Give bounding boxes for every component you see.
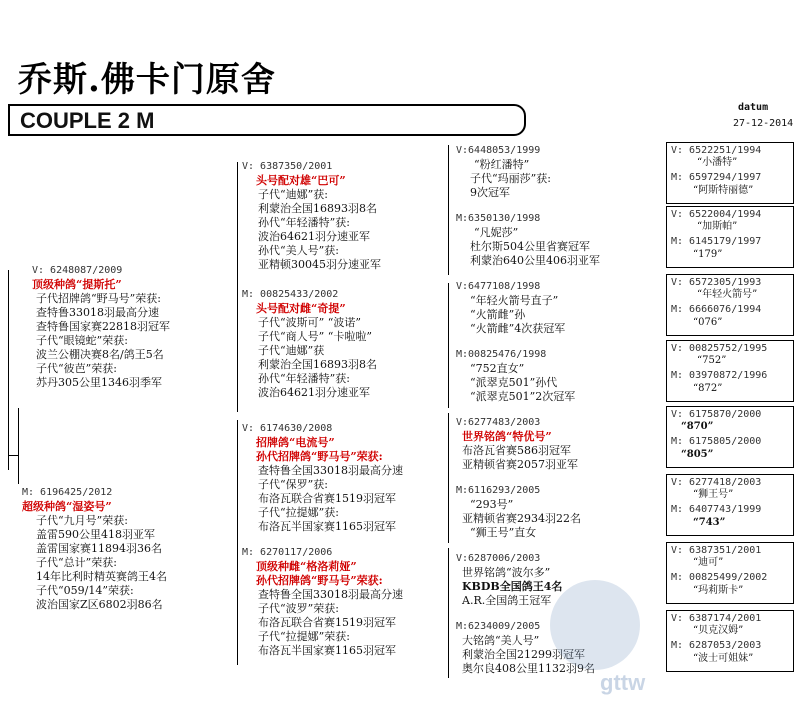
g4-v-name: “迪可” (693, 557, 724, 568)
g4-m-name: “阿斯特丽德” (693, 185, 754, 196)
g1-dam-line: 子代“总计”荣获: (36, 556, 117, 569)
g4-v-head: V: 00825752/1995 (671, 343, 768, 354)
g1-dam-line: 波治国家Z区6802羽86名 (36, 598, 163, 611)
g4-v-head: V: 6522251/1994 (671, 145, 762, 156)
datum-label: datum (738, 102, 769, 113)
connector-main-h (8, 455, 18, 456)
watermark-logo (550, 580, 640, 670)
g3-head: V:6287006/2003 (456, 553, 541, 564)
g2-ss-card (242, 158, 446, 280)
g3-line: 奥尔良408公里1132羽9名 (462, 662, 595, 675)
g3-line: 子代“玛丽莎”获: (470, 172, 551, 185)
g2-sd-line: 波治64621羽分速亚军 (258, 386, 370, 399)
g4-m-head: M: 6407743/1999 (671, 504, 762, 515)
g3-line: 9次冠军 (470, 186, 510, 199)
g4-m-head: M: 6666076/1994 (671, 304, 762, 315)
g2-ss-line: 子代“迪娜”获: (258, 188, 328, 201)
g4-m-head: M: 6597294/1997 (671, 172, 762, 183)
connector-g2-s (237, 162, 238, 412)
g4-m-name: “743” (693, 517, 726, 528)
g4-v-name: “狮王号” (693, 489, 734, 500)
g2-ds-line: 查特鲁全国33018羽最高分速 (258, 464, 403, 477)
g2-dd-line: 子代“拉提娜”荣获: (258, 630, 350, 643)
g2-ss-line: 波治64621羽分速亚军 (258, 230, 370, 243)
g2-ds-card (242, 420, 446, 542)
g2-sd-line: 利蒙治全国16893羽8名 (258, 358, 377, 371)
g2-sd-line: 头号配对雌“奇提” (256, 302, 346, 315)
g1-dam-line: 盖雷590公里418羽亚军 (36, 528, 155, 541)
g1-sire-line: 子代“彼芭”荣获: (36, 362, 117, 375)
g4-v-head: V: 6387351/2001 (671, 545, 762, 556)
g4-m-head: M: 00825499/2002 (671, 572, 768, 583)
g2-dd-line: 布洛瓦半国家赛1165羽冠军 (258, 644, 396, 657)
g2-ss-line: 头号配对雄“巴可” (256, 174, 346, 187)
g1-sire-line: 波兰公棚决赛8名/鸽王5名 (36, 348, 164, 361)
g3-card (452, 210, 652, 276)
g4-card (666, 142, 794, 204)
g3-line: 亚精顿省赛2934羽22名 (462, 512, 581, 525)
g3-line: “凡妮莎” (474, 226, 519, 239)
g4-m-name: “076” (693, 317, 723, 328)
g3-line: “火箭雌”孙 (470, 308, 526, 321)
connector-g3-1 (448, 145, 449, 275)
g3-head: V:6477108/1998 (456, 281, 541, 292)
g4-card (666, 610, 794, 672)
g3-line: 利蒙治640公里406羽亚军 (470, 254, 600, 267)
g3-line: 布洛瓦省赛586羽冠军 (462, 444, 571, 457)
g2-sd-line: 子代“迪娜”获 (258, 344, 325, 357)
g3-card (452, 482, 652, 548)
g3-line: 杜尔斯504公里省赛冠军 (470, 240, 590, 253)
g2-ds-line: 子代“拉提娜”获: (258, 506, 339, 519)
g3-line: 亚精顿省赛2057羽亚军 (462, 458, 578, 471)
g3-line: A.R.全国鸽王冠军 (462, 594, 552, 607)
g4-card (666, 406, 794, 468)
g3-line: 利蒙治全国21299羽冠军 (462, 648, 585, 661)
g1-dam-card (18, 484, 234, 630)
g1-sire-card (18, 262, 234, 408)
g2-dd-line: 顶级种雌“格洛莉娅” (256, 560, 357, 573)
g3-card (452, 414, 652, 480)
g2-dd-line: 布洛瓦联合省赛1519羽冠军 (258, 616, 396, 629)
g3-line: “派翠克501”2次冠军 (470, 390, 576, 403)
g4-m-name: “179” (693, 249, 723, 260)
couple-title: COUPLE 2 M (20, 108, 155, 133)
g2-sd-head: M: 00825433/2002 (242, 289, 339, 300)
g1-sire-head: V: 6248087/2009 (32, 265, 123, 276)
g4-card (666, 274, 794, 336)
g4-v-name: “752” (697, 355, 727, 366)
g2-ss-head: V: 6387350/2001 (242, 161, 333, 172)
g3-line: 大铭鸽“美人号” (462, 634, 540, 647)
couple-banner (8, 104, 526, 136)
g1-dam-head: M: 6196425/2012 (22, 487, 113, 498)
watermark-text: gttw (600, 670, 646, 695)
g2-dd-line: 查特鲁全国33018羽最高分速 (258, 588, 403, 601)
g4-v-head: V: 6522004/1994 (671, 209, 762, 220)
g3-head: V:6448053/1999 (456, 145, 541, 156)
g2-sd-line: 孙代“年轻潘特”获: (258, 372, 350, 385)
g2-ds-line: 布洛瓦联合省赛1519羽冠军 (258, 492, 396, 505)
g2-ds-line: 孙代招牌鸽“野马号”荣获: (256, 450, 383, 463)
g4-m-name: “波士可姐妹” (693, 653, 754, 664)
g1-dam-line: 超级种鸽“湿姿号” (22, 500, 112, 513)
datum-value: 27-12-2014 (733, 118, 794, 129)
g3-line: “年轻火箭号直子” (470, 294, 559, 307)
g4-m-head: M: 6287053/2003 (671, 640, 762, 651)
connector-g3-2 (448, 283, 449, 408)
g3-line: KBDB全国鸽王4名 (462, 580, 563, 593)
g3-card (452, 142, 652, 208)
connector-g2-d (237, 420, 238, 665)
g3-head: M:00825476/1998 (456, 349, 547, 360)
g3-line: “狮王号”直女 (470, 526, 537, 539)
g4-v-name: “年轻火箭号” (697, 289, 758, 300)
g1-sire-line: 子代“眼镜蛇”荣获: (36, 334, 128, 347)
g1-sire-line: 苏丹305公里1346羽季军 (36, 376, 162, 389)
g2-sd-line: 子代“商人号” “卡啦啦” (258, 330, 372, 343)
g2-ss-line: 亚精顿30045羽分速亚军 (258, 258, 381, 271)
g4-m-head: M: 6145179/1997 (671, 236, 762, 247)
g1-sire-line: 查特鲁33018羽最高分速 (36, 306, 159, 319)
g3-line: “派翠克501”孙代 (470, 376, 558, 389)
g1-sire-line: 查特鲁国家赛22818羽冠军 (36, 320, 170, 333)
g2-ss-line: 孙代“美人号”获: (258, 244, 339, 257)
g2-dd-head: M: 6270117/2006 (242, 547, 333, 558)
g4-m-name: “玛莉斯卡” (693, 585, 744, 596)
connector-main (8, 270, 9, 470)
g4-m-head: M: 03970872/1996 (671, 370, 768, 381)
g1-dam-line: 盖雷国家赛11894羽36名 (36, 542, 162, 555)
g2-dd-card (242, 544, 446, 666)
g4-m-name: “805” (681, 449, 714, 460)
g4-card (666, 206, 794, 268)
g2-ds-line: 子代“保罗”获: (258, 478, 328, 491)
g3-card (452, 346, 652, 412)
g4-card (666, 542, 794, 604)
g2-dd-line: 子代“波罗”荣获: (258, 602, 339, 615)
g2-ds-head: V: 6174630/2008 (242, 423, 333, 434)
g1-dam-line: 14年比利时精英赛鸽王4名 (36, 570, 167, 583)
g3-line: 世界铭鸽“波尔多” (462, 566, 551, 579)
g3-card (452, 278, 652, 344)
g4-v-name: “贝克汉姆” (693, 625, 744, 636)
g4-card (666, 340, 794, 402)
g1-dam-line: 子代“059/14”荣获: (36, 584, 134, 597)
g4-v-name: “小潘特” (697, 157, 738, 168)
g3-line: 世界铭鸽“特优号” (462, 430, 552, 443)
g2-ss-line: 孙代“年轻潘特”获: (258, 216, 350, 229)
g3-head: M:6350130/1998 (456, 213, 541, 224)
g2-sd-line: 子代“波斯可” “波诺” (258, 316, 361, 329)
g4-card (666, 474, 794, 536)
g4-v-head: V: 6175870/2000 (671, 409, 762, 420)
g3-line: “293号” (470, 498, 514, 511)
g3-head: M:6234009/2005 (456, 621, 541, 632)
g2-sd-card (242, 286, 446, 414)
connector-g3-3 (448, 413, 449, 543)
g2-dd-line: 孙代招牌鸽“野马号”荣获: (256, 574, 383, 587)
g2-ds-line: 布洛瓦半国家赛1165羽冠军 (258, 520, 396, 533)
g4-m-head: M: 6175805/2000 (671, 436, 762, 447)
g4-v-head: V: 6277418/2003 (671, 477, 762, 488)
g1-dam-line: 子代“九月号”荣获: (36, 514, 128, 527)
g3-line: “752直女” (470, 362, 525, 375)
g4-v-name: “加斯帕” (697, 221, 738, 232)
g3-line: “火箭雌”4次获冠军 (470, 322, 566, 335)
g4-v-head: V: 6387174/2001 (671, 613, 762, 624)
g2-ds-line: 招牌鸽“电流号” (256, 436, 335, 449)
g4-v-name: “870” (681, 421, 714, 432)
g1-sire-line: 子代招牌鸽“野马号”荣获: (36, 292, 161, 305)
g3-head: V:6277483/2003 (456, 417, 541, 428)
g1-sire-line: 顶级种鸽“提斯托” (32, 278, 122, 291)
g3-line: “粉红潘特” (474, 158, 530, 171)
g3-head: M:6116293/2005 (456, 485, 541, 496)
g4-m-name: “872” (693, 383, 723, 394)
g2-ss-line: 利蒙治全国16893羽8名 (258, 202, 377, 215)
loft-title: 乔斯.佛卡门原舍 (18, 60, 276, 100)
g4-v-head: V: 6572305/1993 (671, 277, 762, 288)
connector-g3-4 (448, 548, 449, 678)
